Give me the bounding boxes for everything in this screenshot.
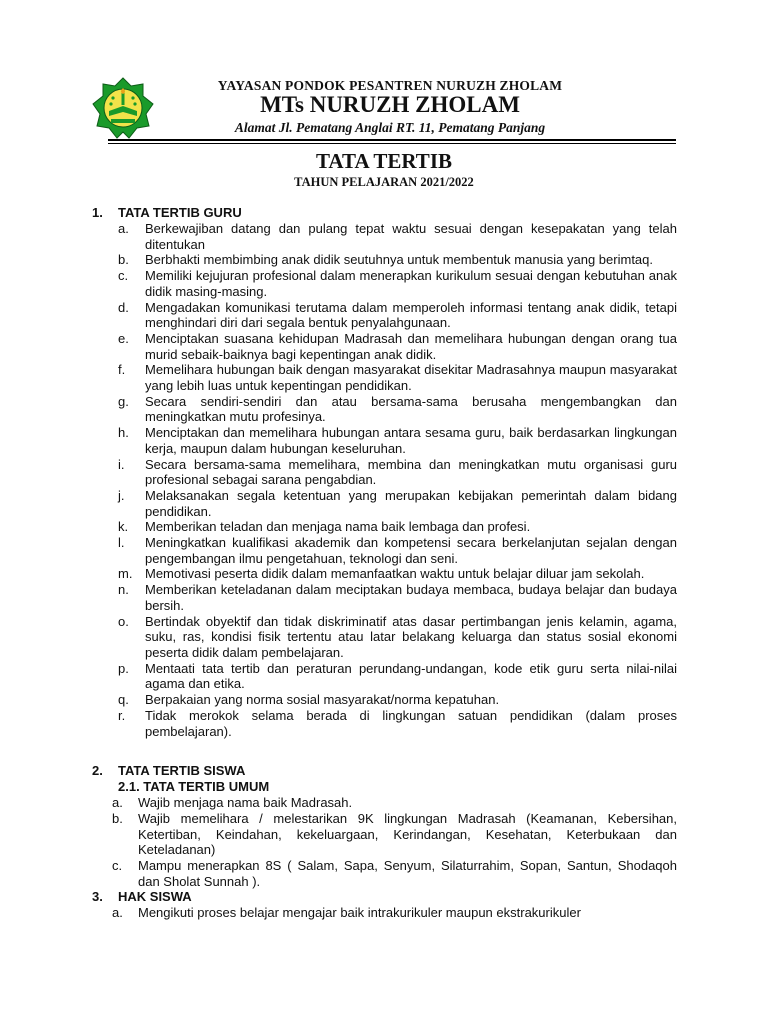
item-marker: a. — [112, 795, 123, 811]
rule-item — [0, 519, 677, 535]
section-heading — [0, 889, 768, 905]
school-address: Alamat Jl. Pematang Anglai RT. 11, Pematang Panjang — [234, 120, 546, 135]
item-marker: l. — [118, 535, 125, 551]
item-text: Meningkatkan kualifikasi akademik dan kompetensi secara berkelanjutan sejalan dengan pengembangan ilmu pengetahuan, teknologi dan seni. — [145, 535, 677, 566]
document-body — [0, 205, 768, 921]
item-marker: j. — [118, 487, 125, 503]
rule-item — [0, 582, 677, 613]
item-text: Memberikan keteladanan dalam meciptakan budaya membaca, budaya belajar dan budaya bersih. — [145, 582, 677, 613]
rule-item — [0, 425, 677, 456]
item-marker: p. — [118, 660, 129, 676]
rule-item — [0, 535, 677, 566]
item-marker: k. — [118, 519, 129, 535]
item-text: Memberikan teladan dan menjaga nama baik lembaga dan profesi. — [145, 519, 531, 535]
document-title: TATA TERTIB — [315, 149, 452, 173]
item-text: Melaksanakan segala ketentuan yang merupakan kebijakan pemerintah dalam bidang pendidikan. — [145, 487, 677, 519]
item-text: Menciptakan dan memelihara hubungan antara sesama guru, baik berdasarkan lingkungan kerja, maupun dalam hubungan keseluruhan. — [145, 425, 677, 456]
item-text: Memotivasi peserta didik dalam memanfaatkan waktu untuk belajar diluar jam sekolah. — [145, 566, 645, 582]
foundation-name: YAYASAN PONDOK PESANTREN NURUZH ZHOLAM — [217, 78, 563, 93]
school-name: MTs NURUZH ZHOLAM — [260, 92, 520, 117]
item-text: Mampu menerapkan 8S ( Salam, Sapa, Senyum, Silaturrahim, Sopan, Santun, Shodaqoh dan Sholat Sunnah ). — [138, 858, 677, 889]
item-marker: g. — [118, 393, 129, 409]
rule-item — [0, 457, 677, 488]
item-marker: a. — [112, 905, 123, 921]
item-marker: o. — [118, 613, 129, 629]
item-marker: c. — [118, 268, 129, 284]
rule-item — [0, 795, 677, 811]
item-text: Mengikuti proses belajar mengajar baik intrakurikuler maupun ekstrakurikuler — [138, 905, 581, 921]
rule-item — [0, 252, 677, 268]
item-text: Wajib menjaga nama baik Madrasah. — [138, 795, 353, 811]
academic-year: TAHUN PELAJARAN 2021/2022 — [294, 175, 474, 189]
rule-item — [0, 394, 677, 425]
item-marker: q. — [118, 692, 129, 708]
item-text: Secara bersama-sama memelihara, membina dan meningkatkan mutu organisasi guru profesional sebagai sarana pengabdian. — [145, 456, 677, 488]
item-marker: r. — [118, 707, 126, 723]
item-marker: a. — [118, 221, 129, 236]
section-number: 1. — [92, 205, 103, 220]
section-heading — [0, 763, 768, 779]
rule-item — [0, 331, 677, 362]
rule-item — [0, 221, 677, 252]
item-marker: e. — [118, 330, 129, 346]
item-marker: m. — [118, 566, 133, 582]
item-text: Bertindak obyektif dan tidak diskriminatif atas dasar pertimbangan jenis kelamin, agama, suku, ras, kondisi fisik tertentu atau latar belakang keluarga dan status sosial ekonomi peserta didik dalam pembelajaran. — [145, 613, 677, 660]
item-marker: i. — [118, 456, 125, 472]
item-text: Wajib memelihara / melestarikan 9K lingkungan Madrasah (Keamanan, Kebersihan, Ketertiban, Keindahan, kekeluargaan, Kerindangan, Kesehatan, Keterbukaan dan Keteladanan) — [138, 810, 677, 858]
item-text: Berbhakti membimbing anak didik seutuhnya untuk membentuk manusia yang berimtaq. — [145, 252, 653, 268]
section-heading — [0, 205, 768, 221]
item-text: Menciptakan suasana kehidupan Madrasah dan memelihara hubungan dengan orang tua murid sebaik-baiknya bagi kepentingan anak didik. — [145, 330, 677, 362]
rule-item — [0, 614, 677, 661]
item-text: Berpakaian yang norma sosial masyarakat/norma kepatuhan. — [145, 692, 500, 708]
rule-item — [0, 488, 677, 519]
section-title: HAK SISWA — [118, 889, 192, 905]
rule-item — [0, 905, 677, 921]
rule-item — [0, 300, 677, 331]
section-number: 2. — [92, 763, 103, 779]
rule-item — [0, 661, 677, 692]
item-text: Mentaati tata tertib dan peraturan perundang-undangan, kode etik guru serta nilai-nilai agama dan etika. — [145, 660, 677, 692]
letterhead-divider — [108, 139, 676, 141]
rule-item — [0, 708, 677, 739]
item-marker: d. — [118, 299, 129, 315]
rule-item — [0, 268, 677, 299]
item-text: Berkewajiban datang dan pulang tepat waktu sesuai dengan kesepakatan yang telah ditentukan — [145, 221, 677, 252]
item-text: Secara sendiri-sendiri dan atau bersama-sama berusaha mengembangkan dan meningkatkan mutu profesinya. — [145, 393, 677, 425]
subsection-title: 2.1. TATA TERTIB UMUM — [118, 779, 270, 795]
section-title: TATA TERTIB GURU — [118, 205, 242, 220]
item-text: Tidak merokok selama berada di lingkungan satuan pendidikan (dalam proses pembelajaran). — [145, 707, 677, 739]
item-marker: b. — [112, 810, 123, 826]
item-text: Memelihara hubungan baik dengan masyarakat disekitar Madrasahnya maupun masyarakat yang lebih luas untuk kepentingan pendidikan. — [145, 362, 677, 394]
section-title: TATA TERTIB SISWA — [118, 763, 246, 779]
section-number: 3. — [92, 889, 103, 905]
item-marker: b. — [118, 252, 129, 268]
item-marker: h. — [118, 425, 129, 441]
rule-item — [0, 811, 677, 858]
item-marker: n. — [118, 582, 129, 598]
item-text: Memiliki kejujuran profesional dalam menerapkan kurikulum sesuai dengan kebutuhan anak didik masing-masing. — [145, 268, 677, 299]
item-marker: c. — [112, 858, 123, 874]
rule-item — [0, 362, 677, 393]
rule-item — [0, 566, 677, 582]
rule-item — [0, 858, 677, 889]
item-marker: f. — [118, 362, 126, 378]
rule-item — [0, 692, 677, 708]
item-text: Mengadakan komunikasi terutama dalam memperoleh informasi tentang anak didik, tetapi menghindari diri dari segala bentuk penyalahgunaan. — [145, 299, 677, 331]
madrasah-logo-icon — [91, 76, 155, 140]
letterhead-divider-thin — [108, 143, 676, 144]
